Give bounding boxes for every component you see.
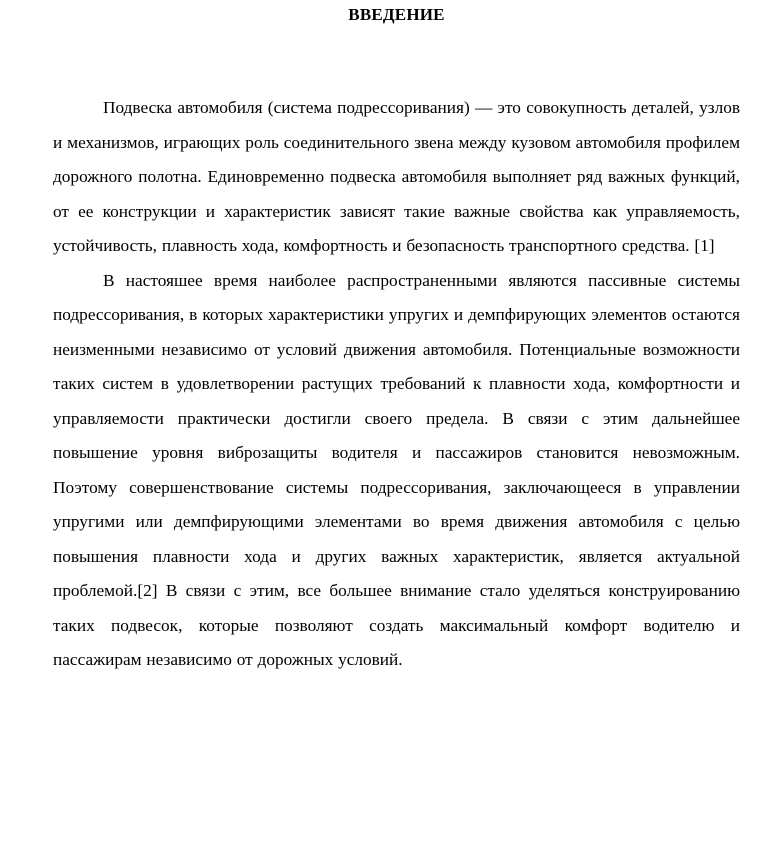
section-title: ВВЕДЕНИЕ bbox=[348, 5, 445, 24]
paragraph: В настояшее время наиболее распространенными являются пассивные системы подрессоривания, в которых характеристики упругих и демпфирующих элементов остаются неизменными независимо от условий движения автомобиля. Потенциальные возможности таких систем в удовлетворении растущих требований к плавности хода, комфортности и управляемости практически достигли своего предела. В связи с этим дальнейшее повышение уровня виброзащиты водителя и пассажиров становится невозможным. Поэтому совершенствование системы подрессоривания, заключающееся в управлении упругими или демпфирующими элементами во время движения автомобиля с целью повышения плавности хода и других важных характеристик, является актуальной проблемой.[2] В связи с этим, все большее внимание стало уделяться конструированию таких подвесок, которые позволяют создать максимальный комфорт водителю и пассажирам независимо от дорожных условий. bbox=[53, 270, 740, 669]
document-body bbox=[53, 91, 740, 678]
paragraph: Подвеска автомобиля (система подрессоривания) — это совокупность деталей, узлов и механизмов, играющих роль соединительного звена между кузовом автомобиля профилем дорожного полотна. Единовременно подвеска автомобиля выполняет ряд важных функций, от ее конструкции и характеристик зависят такие важные свойства как управляемость, устойчивость, плавность хода, комфортность и безопасность транспортного средства. [1] bbox=[53, 98, 740, 255]
document-page bbox=[53, 0, 740, 678]
